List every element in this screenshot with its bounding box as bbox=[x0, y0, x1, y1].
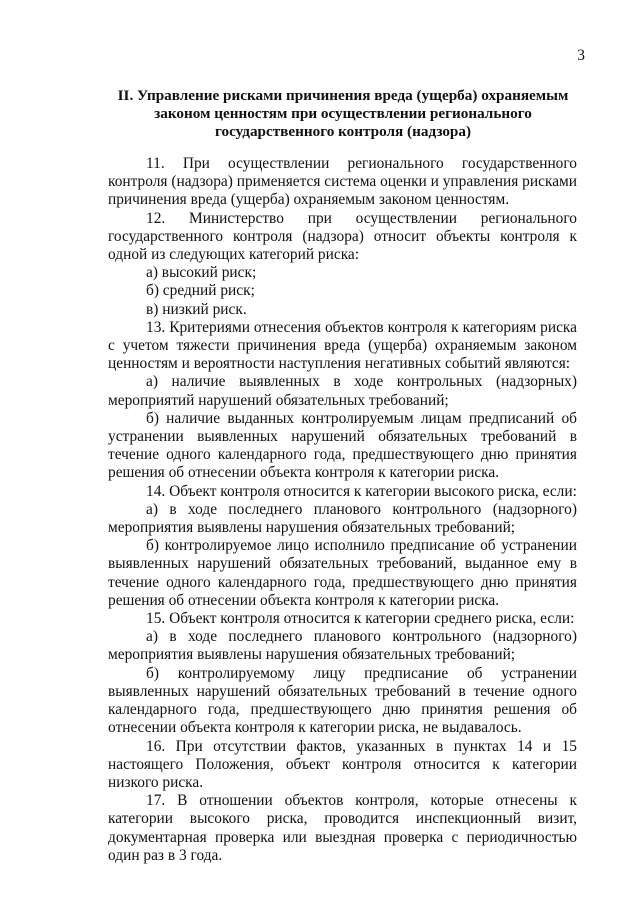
document-body bbox=[108, 155, 577, 865]
paragraph-11: 11. При осуществлении регионального государственного контроля (надзора) применяется система оценки и управления рисками причинения вреда (ущерба) охраняемым законом ценностям. bbox=[108, 155, 577, 209]
paragraph-14-a: а) в ходе последнего планового контрольного (надзорного) мероприятия выявлены нарушения обязательных требований; bbox=[108, 500, 577, 537]
section-title: II. Управление рисками причинения вреда (ущерба) охраняемым законом ценностям при осуществлении регионального государственного контроля (надзора) bbox=[117, 87, 569, 141]
paragraph-15-b: б) контролируемому лицу предписание об устранении выявленных нарушений обязательных требований в течение одного календарного года, предшествующего дню принятия решения об отнесении объекта контроля к категории риска, не выдавалось. bbox=[108, 664, 577, 737]
paragraph-15-a: а) в ходе последнего планового контрольного (надзорного) мероприятия выявлены нарушения обязательных требований; bbox=[108, 628, 577, 664]
paragraph-13-b: б) наличие выданных контролируемым лицам предписаний об устранении выявленных нарушений обязательных требований в течение одного календарного года, предшествующего дню принятия решения об отнесении объекта контроля к категории риска. bbox=[108, 409, 577, 482]
paragraph-12: 12. Министерство при осуществлении регионального государственного контроля (надзора) относит объекты контроля к одной из следующих категорий риска: bbox=[108, 209, 577, 264]
paragraph-13-a: а) наличие выявленных в ходе контрольных (надзорных) мероприятий нарушений обязательных требований; bbox=[108, 373, 577, 409]
risk-item-medium: б) средний риск; bbox=[146, 282, 255, 300]
paragraph-13: 13. Критериями отнесения объектов контроля к категориям риска с учетом тяжести причинения вреда (ущерба) охраняемым законом ценностям и вероятности наступления негативных событий являются: bbox=[108, 318, 577, 373]
paragraph-17: 17. В отношении объектов контроля, которые отнесены к категории высокого риска, проводится инспекционный визит, документарная проверка или выездная проверка с периодичностью один раз в 3 года. bbox=[108, 792, 577, 864]
paragraph-14: 14. Объект контроля относится к категории высокого риска, если: bbox=[146, 482, 577, 500]
risk-item-low: в) низкий риск. bbox=[146, 300, 247, 318]
risk-item-high: а) высокий риск; bbox=[146, 264, 257, 282]
paragraph-16: 16. При отсутствии фактов, указанных в пунктах 14 и 15 настоящего Положения, объект контроля относится к категории низкого риска. bbox=[108, 737, 577, 791]
page-number: 3 bbox=[577, 47, 585, 64]
paragraph-14-b: б) контролируемое лицо исполнило предписание об устранении выявленных нарушений обязательных требований, выданное ему в течение одного календарного года, предшествующего дню принятия решения об отнесении объекта контроля к категории риска. bbox=[108, 537, 577, 609]
paragraph-15: 15. Объект контроля относится к категории среднего риска, если: bbox=[146, 610, 575, 628]
